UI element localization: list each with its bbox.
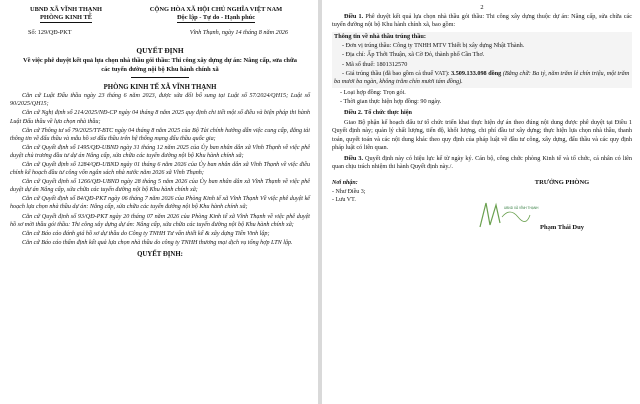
contractor-info-box: [332, 32, 632, 88]
price-label: - Giá trúng thầu (đã bao gồm cả thuế VAT):: [342, 69, 450, 77]
issuing-agency: [10, 6, 122, 23]
signer-role: TRƯỞNG PHÒNG: [534, 179, 590, 187]
contract-type: - Loại hợp đồng: Trọn gói.: [340, 89, 406, 97]
citation: Căn cứ Báo cáo thẩm định kết quả lựa chọn nhà thầu do công ty TNHH thương mại dịch vụ tổng hợp LTN lập.: [22, 239, 293, 246]
recipients-label: Nơi nhận:: [332, 180, 358, 187]
decides-heading: QUYẾT ĐỊNH:: [137, 250, 183, 258]
document-page-2: [322, 0, 640, 404]
citation: Căn cứ Quyết định số 1284/QĐ-UBND ngày 01 tháng 6 năm 2026 của Ủy ban nhân dân xã Vĩnh Thạnh về việc điều chỉnh kế hoạch đầu tư công vốn ngân sách nhà nước năm 2026 xã Vĩnh Thạnh;: [10, 161, 310, 177]
nation-line-2: Độc lập - Tự do - Hạnh phúc: [176, 14, 256, 22]
article-2-label: Điều 2.: [344, 108, 363, 116]
recipient-item: - Như Điều 3;: [332, 188, 366, 195]
official-stamp-image: [470, 197, 539, 233]
document-subject: Về việc phê duyệt kết quả lựa chọn nhà thầu gói thầu: Thi công xây dựng dự án: Nâng cấp, sửa chữa các tuyến đường nội bộ Khu hành chính xã: [22, 57, 298, 73]
signature-block: [332, 179, 632, 231]
recipients: [332, 179, 452, 231]
citation: Căn cứ Nghị định số 214/2025/NĐ-CP ngày 04 tháng 8 năm 2025 quy định chi tiết một số điều và biện pháp thi hành Luật Đấu thầu về lựa chọn nhà thầu;: [10, 110, 310, 125]
article-2-text: Giao Bộ phận kế hoạch đấu tư tổ chức triển khai thực hiện dự án theo đúng nội dung được phê duyệt tại Điều 1 Quyết định này; quản lý chất lượng, tiến độ, khối lượng, chi phí đầu tư xây dựng; thực hiện lựa chọn nhà thầu, thanh toán, quyết toán và các nội dung khác theo quy định của pháp luật về đầu tư công, xây dựng, đấu thầu và các quy định pháp luật có liên quan.: [332, 119, 632, 152]
article-2-heading: [332, 109, 632, 117]
winning-unit: - Đơn vị trúng thầu: Công ty TNHH MTV Thiết bị xây dựng Nhật Thành.: [342, 42, 525, 50]
contract-duration: - Thời gian thực hiện hợp đồng: 90 ngày.: [340, 98, 442, 106]
recipient-item: - Lưu VT.: [332, 196, 356, 203]
unit-address: - Địa chỉ: Ấp Thới Thuận, xã Cờ Đỏ, thành phố Cần Thơ.: [342, 51, 485, 59]
citation: Căn cứ Báo cáo đánh giá hồ sơ dự thầu do Công ty TNHH Tư vấn thiết kế & xây dựng Tiến Vinh lập;: [22, 230, 270, 237]
article-2-title: Tổ chức thực hiện: [364, 108, 412, 116]
authority-heading: PHÒNG KINH TẾ XÃ VĨNH THẠNH: [103, 84, 217, 92]
citations-list: [10, 92, 310, 247]
place-date: Vĩnh Thạnh, ngày 14 tháng 8 năm 2026: [189, 29, 288, 37]
divider: [131, 77, 189, 78]
agency-line-2: PHÒNG KINH TẾ: [39, 14, 93, 22]
citation: Căn cứ Quyết định số 84/QĐ-PKT ngày 06 tháng 7 năm 2026 của Phòng Kinh tế xã Vĩnh Thạnh Về việc phê duyệt kế hoạch lựa chọn nhà thầu dự án: Nâng cấp, sửa chữa các tuyến đường nội bộ Khu hành chính xã;: [10, 196, 310, 211]
citation: Căn cứ Thông tư số 79/2025/TT-BTC ngày 04 tháng 8 năm 2025 của Bộ Tài chính hướng dẫn việc cung cấp, đăng tải thông tin về đấu thầu và mẫu hồ sơ đấu thầu trên hệ thống mạng đấu thầu quốc gia;: [10, 127, 310, 142]
article-3-text: Quyết định này có hiệu lực kể từ ngày ký. Cán bộ, công chức phòng Kinh tế và tổ chức, cá nhân có liên quan chịu trách nhiệm thi hành Quyết định này./.: [332, 154, 633, 171]
document-page-1: [0, 0, 318, 404]
signer: [492, 179, 632, 231]
price-value: 3.509.133.098 đồng: [451, 69, 502, 77]
citation: Căn cứ Quyết định số 1266/QĐ-UBND ngày 28 tháng 5 năm 2026 của Ủy ban nhân dân xã Vĩnh Thạnh về việc phê duyệt dự án Nâng cấp, sửa chữa các tuyến đường nội bộ Khu hành chính xã;: [10, 179, 310, 194]
national-motto: [122, 6, 310, 23]
signer-name: Phạm Thái Duy: [540, 224, 584, 232]
article-1-label: Điều 1.: [344, 13, 364, 20]
contractor-info-heading: Thông tin về nhà thầu trúng thầu:: [334, 32, 427, 40]
citation: Căn cứ Quyết định số 1495/QĐ-UBND ngày 31 tháng 12 năm 2025 của Ủy ban nhân dân xã Vĩnh Thạnh về việc phê duyệt chủ trương đầu tư dự án Nâng cấp, sửa chữa các tuyến đường nội bộ Khu hành chính xã;: [10, 144, 310, 159]
article-1: [332, 13, 632, 30]
winning-price: [334, 70, 630, 86]
nation-line-1: CỘNG HÒA XÃ HỘI CHỦ NGHĨA VIỆT NAM: [149, 6, 283, 13]
article-1-text: Phê duyệt kết quả lựa chọn nhà thầu gói thầu: Thi công xây dựng thuộc dự án: Nâng cấp, sửa chữa các tuyến đường nội bộ Khu hành chính xã, bao gồm:: [332, 13, 633, 29]
citation: Căn cứ Quyết định số 93/QĐ-PKT ngày 20 tháng 07 năm 2026 của Phòng Kinh tế xã Vĩnh Thạnh về việc phê duyệt hồ sơ mời thầu gói thầu: Thi công xây dựng dự án: Nâng cấp, sửa chữa các tuyến đường nội bộ Khu hành chính xã;: [10, 213, 310, 228]
document-number: Số: 129/QĐ-PKT: [28, 29, 72, 37]
tax-code: - Mã số thuế: 1801312570: [342, 60, 408, 68]
document-title: QUYẾT ĐỊNH: [136, 46, 184, 56]
article-3: [332, 155, 632, 172]
article-3-label: Điều 3.: [344, 154, 364, 162]
price-in-words: (Bằng chữ: Ba tỷ, năm trăm lẻ chín triệu, một trăm ba mươi ba ngàn, không trăm chín mươi tám đồng).: [334, 69, 630, 86]
page-number: 2: [480, 4, 484, 11]
agency-line-1: UBND XÃ VĨNH THẠNH: [29, 6, 103, 13]
document-header: [10, 6, 310, 23]
svg-text:UBND XÃ VĨNH THẠNH: UBND XÃ VĨNH THẠNH: [504, 206, 539, 211]
citation: Căn cứ Luật Đấu thầu ngày 23 tháng 6 năm 2023, được sửa đổi bổ sung tại Luật số 57/2024/QH15; Luật số 90/2025/QH15;: [10, 93, 310, 108]
